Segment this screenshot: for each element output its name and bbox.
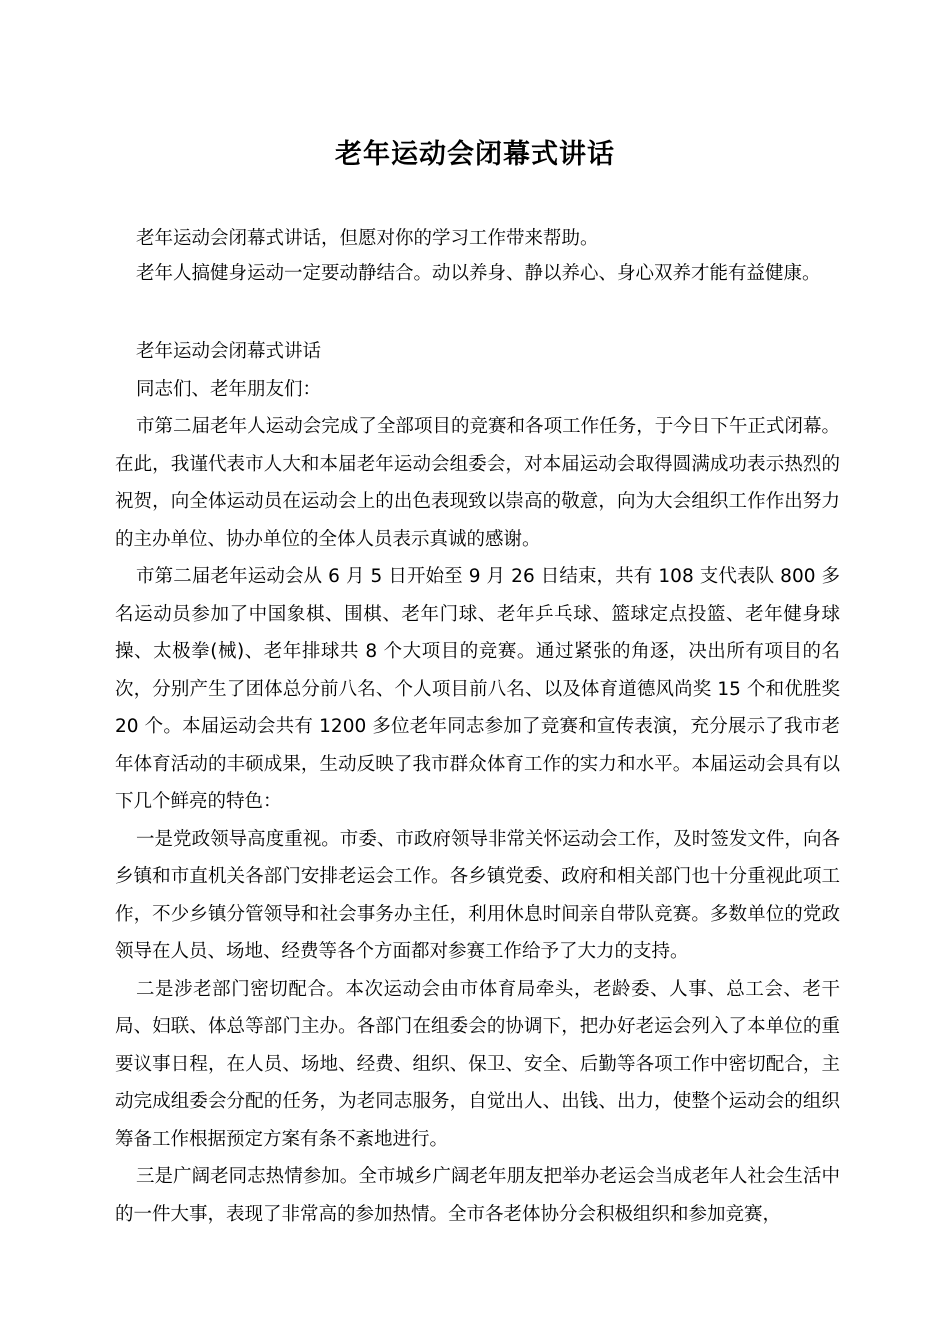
speech-paragraph: 一是党政领导高度重视。市委、市政府领导非常关怀运动会工作，及时签发文件，向各乡镇和市直机关各部门安排老运会工作。各乡镇党委、政府和相关部门也十分重视此项工作，不少乡镇分管领导和社会事务办主任，利用休息时间亲自带队竞赛。多数单位的党政领导在人员、场地、经费等各个方面都对参赛工作给予了大力的支持。 [115, 828, 840, 962]
speech-paragraph: 二是涉老部门密切配合。本次运动会由市体育局牵头，老龄委、人事、总工会、老干局、妇联、体总等部门主办。各部门在组委会的协调下，把办好老运会列入了本单位的重要议事日程，在人员、场地、经费、组织、保卫、安全、后勤等各项工作中密切配合，主动完成组委会分配的任务，为老同志服务，自觉出人、出钱、出力，使整个运动会的组织筹备工作根据预定方案有条不紊地进行。 [115, 978, 840, 1150]
intro-line-1: 老年运动会闭幕式讲话，但愿对你的学习工作带来帮助。 [136, 228, 599, 249]
speech-paragraph: 三是广阔老同志热情参加。全市城乡广阔老年朋友把举办老运会当成老年人社会生活中的一件大事，表现了非常高的参加热情。全市各老体协分会积极组织和参加竞赛， [115, 1166, 840, 1225]
intro-section [115, 221, 840, 291]
document-title: 老年运动会闭幕式讲话 [335, 139, 615, 170]
speech-paragraph: 市第二届老年人运动会完成了全部项目的竞赛和各项工作任务，于今日下午正式闭幕。在此，我谨代表市人大和本届老年运动会组委会，对本届运动会取得圆满成功表示热烈的祝贺，向全体运动员在运动会上的出色表现致以崇高的敬意，向为大会组织工作作出努力的主办单位、协办单位的全体人员表示真诚的感谢。 [115, 416, 840, 550]
speech-body [115, 333, 840, 1233]
speech-paragraph: 市第二届老年运动会从 6 月 5 日开始至 9 月 26 日结束，共有 108 支代表队 800 多名运动员参加了中国象棋、围棋、老年门球、老年乒乓球、篮球定点投篮、老年健身球操、太极拳(械)、老年排球共 8 个大项目的竞赛。通过紧张的角逐，决出所有项目的名次，分别产生了团体总分前八名、个人项目前八名、以及体育道德风尚奖 15 个和优胜奖 20 个。本届运动会共有 1200 多位老年同志参加了竞赛和宣传表演，充分展示了我市老年体育活动的丰硕成果，生动反映了我市群众体育工作的实力和水平。本届运动会具有以下几个鲜亮的特色： [115, 566, 840, 812]
intro-line-2: 老年人搞健身运动一定要动静结合。动以养身、静以养心、身心双养才能有益健康。 [136, 263, 821, 284]
speech-greeting: 同志们、老年朋友们： [136, 378, 322, 400]
speech-heading: 老年运动会闭幕式讲话 [136, 341, 322, 362]
